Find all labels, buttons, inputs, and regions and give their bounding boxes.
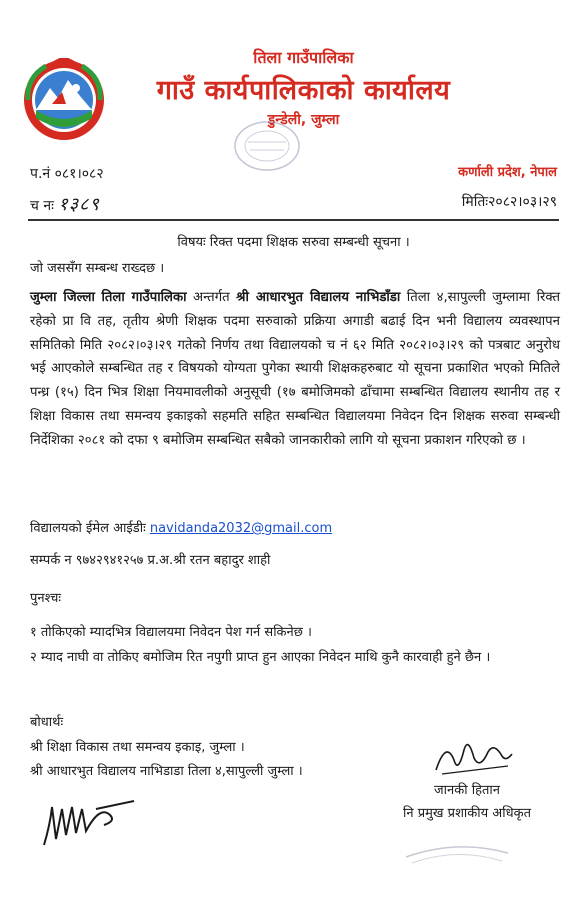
letter-reference-number: प.नं ०८१।०८२	[30, 166, 104, 182]
cc-label: बोधार्थः	[30, 715, 64, 730]
postscript-item-1: १ तोकिएको म्यादभित्र विद्यालयमा निवेदन पेश गर्न सकिनेछ ।	[30, 625, 312, 640]
office-location: डुन्डेली, जुम्ला	[267, 112, 340, 128]
letter-subject: विषयः रिक्त पदमा शिक्षक सरुवा सम्बन्धी सूचना ।	[177, 235, 410, 250]
postscript-label: पुनश्चः	[30, 591, 62, 606]
header-divider	[28, 219, 559, 221]
officer-signature	[428, 730, 518, 780]
email-line	[30, 518, 332, 536]
province-label: कर्णाली प्रदेश, नेपाल	[458, 165, 557, 180]
signatory-name: जानकी हितान	[434, 783, 500, 798]
office-title: गाउँ कार्यपालिकाको कार्यालय	[156, 75, 451, 106]
letter-date: मितिः२०८२।०३।२९	[461, 194, 557, 210]
cc-recipient-2: श्री आधारभुत विद्यालय नाभिडाडा तिला ४,सापुल्ली जुम्ला ।	[30, 764, 303, 779]
body-text-2: तिला ४,सापुल्ली जुम्लामा रिक्त रहेको प्रा वि तह, तृतीय श्रेणी शिक्षक पदमा सरुवाको प्रक्रिया अगाडी बढाई दिन भनी विद्यालय व्यवस्थापन समितिको मिति २०८२।०३।२९ गतेको निर्णय तथा विद्यालयको च नं ६२ मिति २०८२।०३।२९ को पत्रबाट अनुरोध भई आएकोले सम्बन्धित तह र विषयको योग्यता पुगेका स्थायी शिक्षकहरुबाट यो सूचना प्रकाशित भएको मितिले पन्ध्र (१५) दिन भित्र शिक्षा नियमावलीको अनुसूची (१७ बमोजिमको ढाँचामा सम्बन्धित विद्यालय स्थानीय तह र शिक्षा विकास तथा समन्वय इकाइको सहमति सहित सम्बन्धित विद्यालयमा निवेदन दिन शिक्षक सरुवा सम्बन्धी निर्देशिका २०८१ को दफा ९ बमोजिम सम्बन्धित सबैको जानकारीको लागि यो सूचना प्रकाशन गरिएको छ ।	[30, 290, 560, 448]
municipality-name: तिला गाउँपालिका	[253, 48, 354, 67]
cc-recipient-1: श्री शिक्षा विकास तथा समन्वय इकाइ, जुम्ला ।	[30, 740, 245, 755]
left-signature	[40, 795, 140, 850]
dispatch-value: १३८९	[58, 194, 100, 215]
postscript-item-2: २ म्याद नाघी वा तोकिए बमोजिम रित नपुगी प्राप्त हुन आएका निवेदन माथि कुनै कारवाही हुने छैन ।	[30, 650, 491, 665]
notice-body	[30, 286, 560, 453]
salutation: जो जससँग सम्बन्ध राख्दछ ।	[30, 261, 165, 276]
dispatch-number	[30, 192, 100, 216]
faint-seal	[402, 835, 512, 865]
body-text-1: अन्तर्गत	[186, 290, 237, 305]
email-label: विद्यालयको ईमेल आईडीः	[30, 521, 150, 536]
district-name: जुम्ला जिल्ला	[30, 290, 95, 305]
email-link[interactable]: navidanda2032@gmail.com	[149, 521, 333, 536]
school-name: श्री आधारभुत विद्यालय नाभिडाँडा	[236, 290, 401, 305]
contact-line: सम्पर्क न ९७४२९४१२५७ प्र.अ.श्री रतन बहादुर शाही	[30, 553, 271, 568]
office-stamp	[232, 118, 302, 173]
municipality-name-inline: तिला गाउँपालिका	[101, 290, 187, 305]
dispatch-label: च नः	[30, 198, 54, 214]
signatory-title: नि प्रमुख प्रशाकीय अधिकृत	[403, 806, 531, 821]
